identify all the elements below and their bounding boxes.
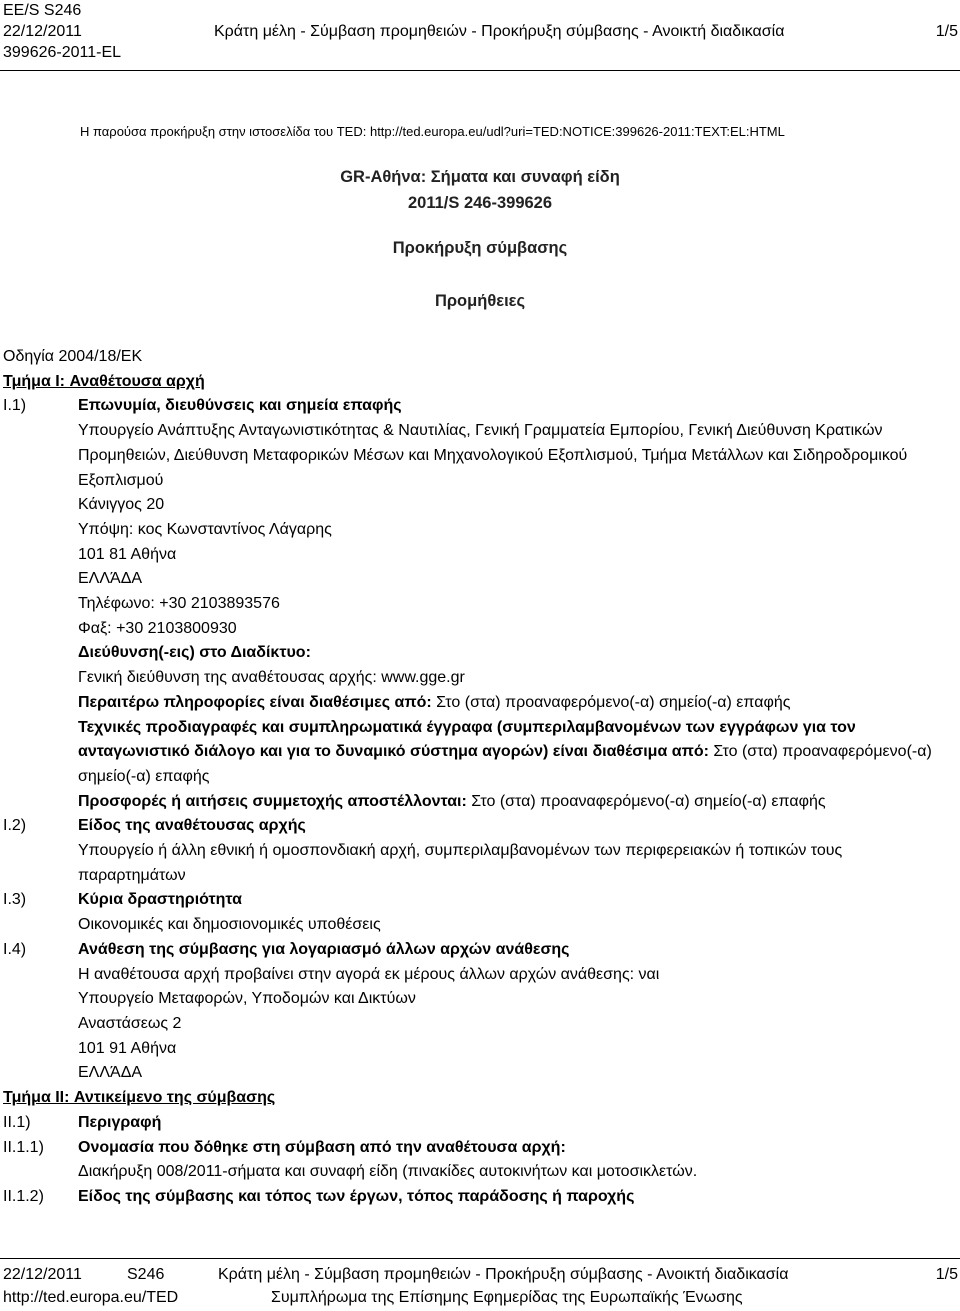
street-address: Κάνιγγος 20 xyxy=(78,496,165,514)
other-authority-country: ΕΛΛΆΔΑ xyxy=(78,1064,143,1082)
specs-line xyxy=(78,716,953,790)
general-address-line xyxy=(78,666,953,691)
section-text: Διακήρυξη 008/2011-σήματα και συναφή είδη (πινακίδες αυτοκινήτων και μοτοσικλετών. xyxy=(78,1163,698,1181)
general-address-link[interactable]: www.gge.gr xyxy=(381,669,465,687)
footer-date: 22/12/2011 xyxy=(3,1266,82,1283)
page-header xyxy=(3,0,958,63)
further-info-line xyxy=(78,691,953,716)
section-i3 xyxy=(3,888,953,937)
country: ΕΛΛΆΔΑ xyxy=(78,570,143,588)
header-code: EE/S S246 xyxy=(3,2,82,19)
section-i1 xyxy=(3,394,953,814)
footer-divider xyxy=(0,1258,960,1259)
postal-city: 101 81 Αθήνα xyxy=(78,545,177,563)
section-heading: Κύρια δραστηριότητα xyxy=(78,891,242,909)
other-authority-street: Αναστάσεως 2 xyxy=(78,1014,182,1032)
section-number: I.4) xyxy=(3,940,27,958)
notice-heading-category: Προμήθειες xyxy=(434,292,526,310)
section-number: II.1) xyxy=(3,1113,31,1131)
section-text: Υπουργείο ή άλλη εθνική ή ομοσπονδιακή αρχή, συμπεριλαμβανομένων των περιφερειακών ή τοπικών τους παραρτημάτων xyxy=(78,842,843,884)
attention-contact: Υπόψη: κος Κωνσταντίνος Λάγαρης xyxy=(78,520,332,538)
header-divider xyxy=(0,70,960,71)
section-2-title: Τμήμα II: Αντικείμενο της σύμβασης xyxy=(3,1089,276,1107)
directive: Οδηγία 2004/18/ΕΚ xyxy=(3,348,143,365)
other-authority-city: 101 91 Αθήνα xyxy=(78,1039,177,1057)
section-1-title: Τμήμα I: Αναθέτουσα αρχή xyxy=(3,372,205,390)
footer-supplement: Συμπλήρωμα της Επίσημης Εφημερίδας της Ευρωπαϊκής Ένωσης xyxy=(271,1289,743,1306)
section-heading: Είδος της σύμβασης και τόπος των έργων, τόπος παράδοσης ή παροχής xyxy=(78,1187,635,1205)
section-number: II.1.1) xyxy=(3,1138,44,1156)
notice-heading-type: Προκήρυξη σύμβασης xyxy=(392,239,568,257)
section-ii1 xyxy=(3,1111,953,1136)
section-text: Η αναθέτουσα αρχή προβαίνει στην αγορά εκ μέρους άλλων αρχών ανάθεσης: ναι xyxy=(78,965,660,983)
tenders-value: Στο (στα) προαναφερόμενο(-α) σημείο(-α) επαφής xyxy=(471,792,826,810)
section-heading: Επωνυμία, διευθύνσεις και σημεία επαφής xyxy=(78,397,402,415)
section-number: I.3) xyxy=(3,891,27,909)
notice-heading-location: GR-Αθήνα: Σήματα και συναφή είδη xyxy=(340,168,620,186)
phone: Τηλέφωνο: +30 2103893576 xyxy=(78,595,280,613)
further-info-value: Στο (στα) προαναφερόμενο(-α) σημείο(-α) επαφής xyxy=(436,693,791,711)
internet-addresses-label: Διεύθυνση(-εις) στο Διαδίκτυο: xyxy=(78,644,311,662)
notice-url-line[interactable]: Η παρούσα προκήρυξη στην ιστοσελίδα του TED: http://ted.europa.eu/udl?uri=TED:NOTICE:399626-2011:TEXT:EL:HTML xyxy=(80,124,785,139)
fax: Φαξ: +30 2103800930 xyxy=(78,619,237,637)
specs-label: Τεχνικές προδιαγραφές και συμπληρωματικά έγγραφα (συμπεριλαμβανομένων των εγγράφων για τον ανταγωνιστικό διάλογο και για το δυναμικό σύστημα αγορών) είναι διαθέσιμα από: xyxy=(78,718,856,761)
header-doc-id: 399626-2011-EL xyxy=(3,44,122,61)
page-footer xyxy=(3,1263,958,1309)
section-heading: Είδος της αναθέτουσας αρχής xyxy=(78,817,306,835)
specs-value: Στο (στα) προαναφερόμενο(-α) σημείο(-α) επαφής xyxy=(78,743,932,785)
header-page-number: 1/5 xyxy=(935,23,958,40)
general-address-label: Γενική διεύθυνση της αναθέτουσας αρχής: xyxy=(78,669,377,687)
section-heading: Ονομασία που δόθηκε στη σύμβαση από την αναθέτουσα αρχή: xyxy=(78,1138,566,1156)
section-text: Οικονομικές και δημοσιονομικές υποθέσεις xyxy=(78,916,381,934)
contracting-authority-name: Υπουργείο Ανάπτυξης Ανταγωνιστικότητας & Ναυτιλίας, Γενική Γραμματεία Εμπορίου, Γενική Διεύθυνση Κρατικών Προμηθειών, Διεύθυνση Μεταφορικών Μέσων και Μηχανολογικού Εξοπλισμού, Τμήμα Μετάλλων και Σιδηροδρομικού Εξοπλισμού xyxy=(78,422,908,489)
further-info-label: Περαιτέρω πληροφορίες είναι διαθέσιμες από: xyxy=(78,693,432,711)
section-number: I.1) xyxy=(3,397,27,415)
header-title: Κράτη μέλη - Σύμβαση προμηθειών - Προκήρυξη σύμβασης - Ανοικτή διαδικασία xyxy=(214,23,785,40)
other-authority-name: Υπουργείο Μεταφορών, Υποδομών και Δικτύων xyxy=(78,990,416,1008)
section-heading: Ανάθεση της σύμβασης για λογαριασμό άλλων αρχών ανάθεσης xyxy=(78,940,570,958)
footer-page-number: 1/5 xyxy=(935,1266,958,1283)
tenders-line xyxy=(78,790,953,815)
section-ii12 xyxy=(3,1185,953,1210)
notice-heading-reference: 2011/S 246-399626 xyxy=(407,194,553,212)
footer-code: S246 xyxy=(127,1266,165,1283)
header-date: 22/12/2011 xyxy=(3,23,82,40)
section-heading: Περιγραφή xyxy=(78,1113,162,1131)
section-number: I.2) xyxy=(3,817,27,835)
section-number: II.1.2) xyxy=(3,1187,44,1205)
section-i2 xyxy=(3,814,953,888)
section-ii11 xyxy=(3,1136,953,1185)
tenders-label: Προσφορές ή αιτήσεις συμμετοχής αποστέλλονται: xyxy=(78,792,467,810)
section-i4 xyxy=(3,938,953,1086)
footer-url[interactable]: http://ted.europa.eu/TED xyxy=(3,1289,179,1306)
footer-title: Κράτη μέλη - Σύμβαση προμηθειών - Προκήρυξη σύμβασης - Ανοικτή διαδικασία xyxy=(218,1266,789,1283)
notice-body xyxy=(3,345,953,1210)
